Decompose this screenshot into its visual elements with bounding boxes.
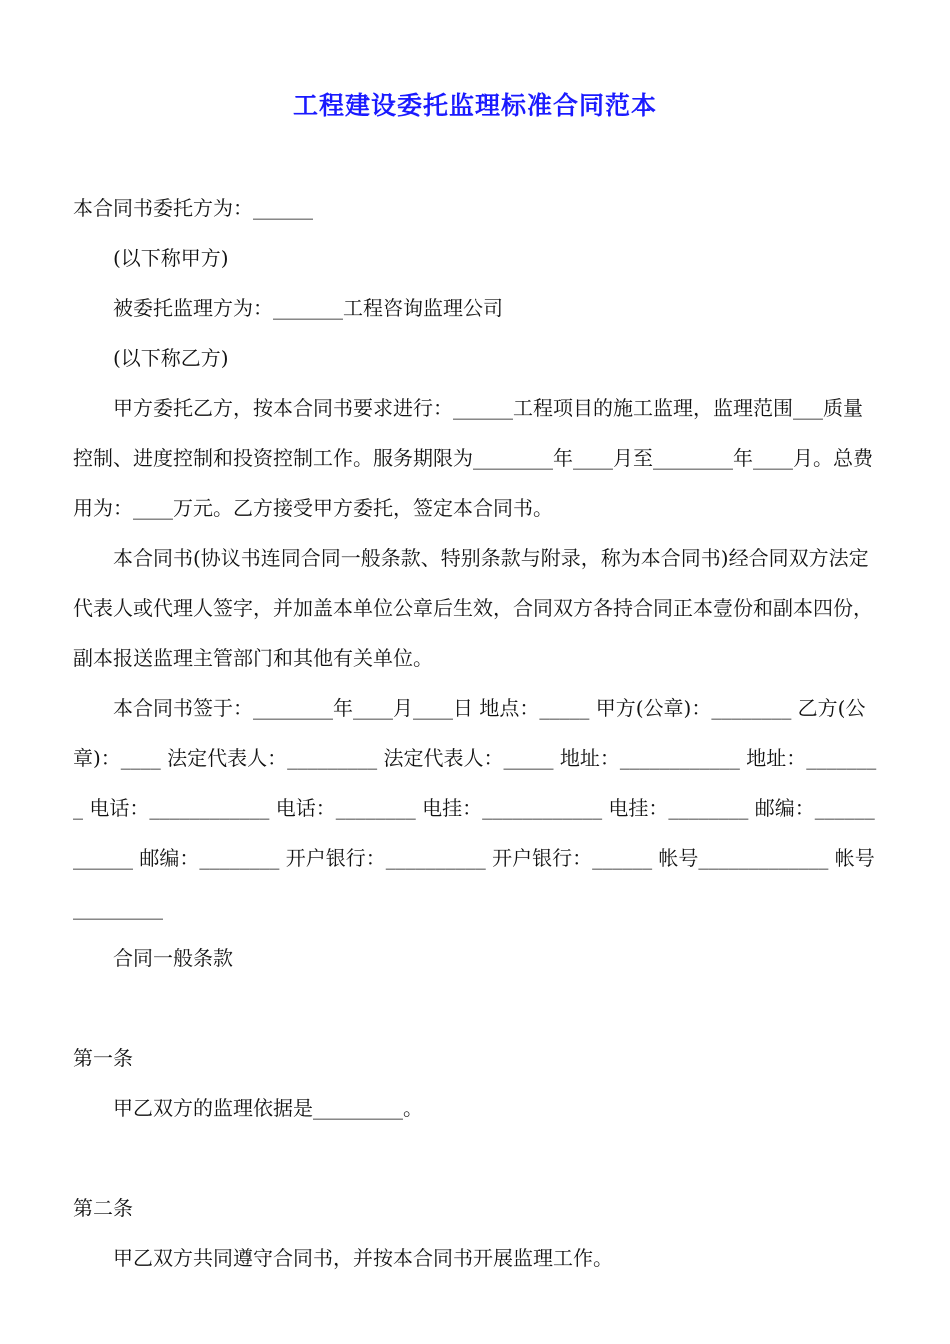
spacer — [73, 1133, 878, 1183]
section-general-terms: 合同一般条款 — [113, 946, 233, 970]
spacer — [73, 983, 878, 1033]
paragraph-client: 本合同书委托方为：______ — [73, 196, 313, 220]
paragraph-scope: 甲方委托乙方，按本合同书要求进行：______工程项目的施工监理，监理范围___质量控制、进度控制和投资控制工作。服务期限为________年____月至________年____月。总费用为：____万元。乙方接受甲方委托，签定本合同书。 — [73, 396, 873, 520]
document-body — [73, 183, 878, 1283]
article-2-heading: 第二条 — [73, 1196, 133, 1220]
paragraph-validity: 本合同书(协议书连同合同一般条款、特别条款与附录，称为本合同书)经合同双方法定代表人或代理人签字，并加盖本单位公章后生效，合同双方各持合同正本壹份和副本四份，副本报送监理主管部门和其他有关单位。 — [73, 546, 873, 670]
document-title: 工程建设委托监理标准合同范本 — [292, 91, 657, 120]
article-1-text: 甲乙双方的监理依据是_________。 — [113, 1096, 423, 1120]
paragraph-party-b-note: (以下称乙方) — [113, 346, 229, 370]
paragraph-party-a-note: (以下称甲方) — [113, 246, 229, 270]
paragraph-signature-block: 本合同书签于：________年____月____日 地点：_____ 甲方(公章)：________ 乙方(公章)：____ 法定代表人：_________ 法定代表人：_____ 地址：____________ 地址：________ 电话：____________ 电话：________ 电挂：____________ 电挂：________ 邮编：____________ 邮编：________ 开户银行：__________ 开户银行：______ 帐号_____________ 帐号_________ — [73, 696, 877, 920]
article-2-text: 甲乙双方共同遵守合同书，并按本合同书开展监理工作。 — [113, 1246, 613, 1270]
paragraph-contractor: 被委托监理方为：_______工程咨询监理公司 — [113, 296, 503, 320]
article-1-heading: 第一条 — [73, 1046, 133, 1070]
